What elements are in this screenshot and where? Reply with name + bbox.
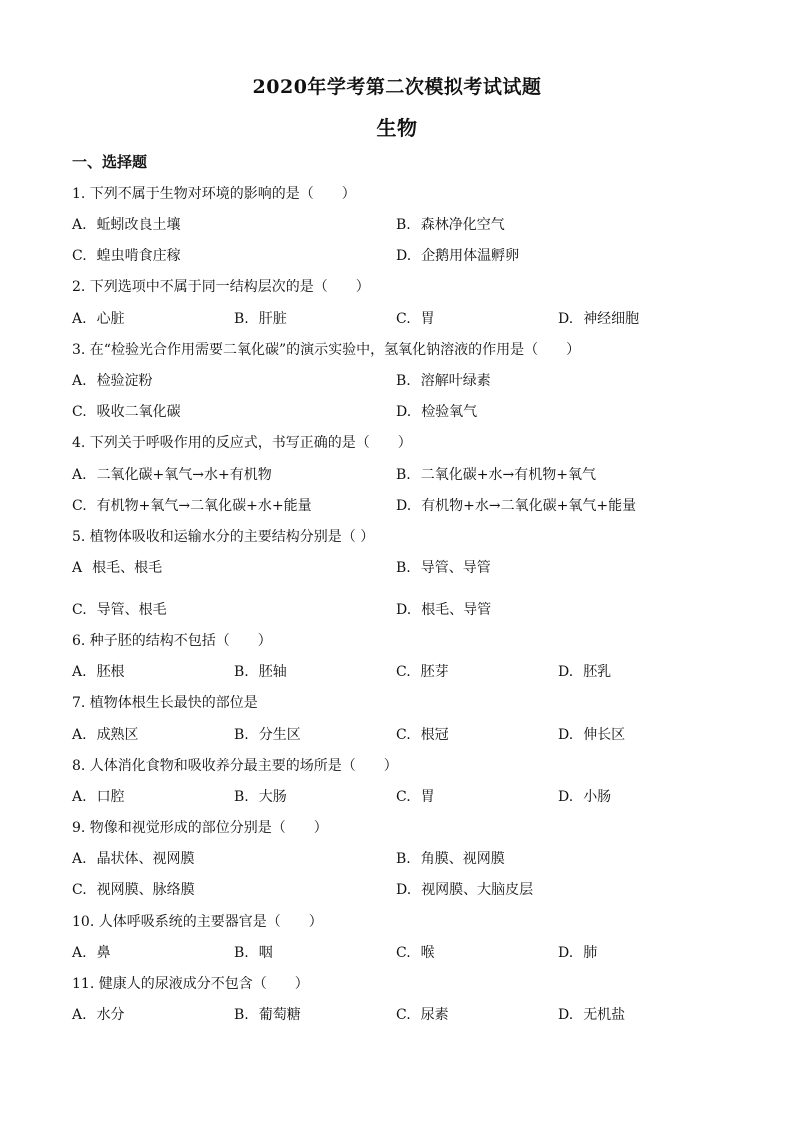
question-1-option-a[interactable]: A. 蚯蚓改良土壤 bbox=[72, 217, 181, 233]
question-8-option-c[interactable]: C. 胃 bbox=[396, 789, 435, 805]
question-4-option-b[interactable]: B. 二氧化碳+水→有机物+氧气 bbox=[396, 467, 596, 483]
question-3-option-b[interactable]: B. 溶解叶绿素 bbox=[396, 373, 491, 389]
question-10-option-c[interactable]: C. 喉 bbox=[396, 945, 435, 961]
question-9-option-d[interactable]: D. 视网膜、大脑皮层 bbox=[396, 882, 534, 898]
question-9-stem: 9. 物像和视觉形成的部位分别是（ ） bbox=[72, 820, 328, 836]
question-11-option-c[interactable]: C. 尿素 bbox=[396, 1007, 449, 1023]
question-3-option-c[interactable]: C. 吸收二氧化碳 bbox=[72, 404, 181, 420]
question-11-stem: 11. 健康人的尿液成分不包含（ ） bbox=[72, 976, 309, 992]
question-7-option-b[interactable]: B. 分生区 bbox=[234, 727, 301, 743]
question-4-option-d[interactable]: D. 有机物+水→二氧化碳+氧气+能量 bbox=[396, 498, 637, 514]
question-1-stem: 1. 下列不属于生物对环境的影响的是（ ） bbox=[72, 186, 356, 202]
question-1-option-c[interactable]: C. 蝗虫啃食庄稼 bbox=[72, 248, 181, 264]
question-9-option-b[interactable]: B. 角膜、视网膜 bbox=[396, 851, 505, 867]
page-title: 2020年学考第二次模拟考试试题 bbox=[252, 76, 542, 98]
question-6-option-b[interactable]: B. 胚轴 bbox=[234, 664, 287, 680]
question-7-option-c[interactable]: C. 根冠 bbox=[396, 727, 449, 743]
question-3-option-d[interactable]: D. 检验氧气 bbox=[396, 404, 478, 420]
question-4-option-a[interactable]: A. 二氧化碳+氧气→水+有机物 bbox=[72, 467, 272, 483]
question-6-option-a[interactable]: A. 胚根 bbox=[72, 664, 125, 680]
question-5-option-b[interactable]: B. 导管、导管 bbox=[396, 560, 491, 576]
question-5-option-c[interactable]: C. 导管、根毛 bbox=[72, 602, 167, 618]
question-7-stem: 7. 植物体根生长最快的部位是 bbox=[72, 695, 258, 711]
question-6-option-c[interactable]: C. 胚芽 bbox=[396, 664, 449, 680]
question-10-option-d[interactable]: D. 肺 bbox=[558, 945, 598, 961]
question-5-option-d[interactable]: D. 根毛、导管 bbox=[396, 602, 492, 618]
question-6-option-d[interactable]: D. 胚乳 bbox=[558, 664, 612, 680]
question-4-option-c[interactable]: C. 有机物+氧气→二氧化碳+水+能量 bbox=[72, 498, 312, 514]
question-6-stem: 6. 种子胚的结构不包括（ ） bbox=[72, 633, 272, 649]
question-3-stem: 3. 在“检验光合作用需要二氧化碳”的演示实验中，氢氧化钠溶液的作用是（ ） bbox=[72, 342, 581, 358]
question-10-option-b[interactable]: B. 咽 bbox=[234, 945, 273, 961]
question-2-option-d[interactable]: D. 神经细胞 bbox=[558, 311, 640, 327]
question-1-option-d[interactable]: D. 企鹅用体温孵卵 bbox=[396, 248, 520, 264]
question-10-option-a[interactable]: A. 鼻 bbox=[72, 945, 111, 961]
question-9-option-a[interactable]: A. 晶状体、视网膜 bbox=[72, 851, 195, 867]
question-3-option-a[interactable]: A. 检验淀粉 bbox=[72, 373, 153, 389]
question-2-option-b[interactable]: B. 肝脏 bbox=[234, 311, 287, 327]
question-1-option-b[interactable]: B. 森林净化空气 bbox=[396, 217, 505, 233]
question-7-option-d[interactable]: D. 伸长区 bbox=[558, 727, 626, 743]
question-11-option-a[interactable]: A. 水分 bbox=[72, 1007, 125, 1023]
question-11-option-b[interactable]: B. 葡萄糖 bbox=[234, 1007, 301, 1023]
question-2-option-c[interactable]: C. 胃 bbox=[396, 311, 435, 327]
question-5-stem: 5. 植物体吸收和运输水分的主要结构分别是（ ） bbox=[72, 529, 375, 545]
question-8-stem: 8. 人体消化食物和吸收养分最主要的场所是（ ） bbox=[72, 758, 398, 774]
question-7-option-a[interactable]: A. 成熟区 bbox=[72, 727, 139, 743]
question-8-option-b[interactable]: B. 大肠 bbox=[234, 789, 287, 805]
question-5-option-a[interactable]: A 根毛、根毛 bbox=[72, 560, 163, 576]
section-heading: 一、选择题 bbox=[72, 153, 148, 171]
question-11-option-d[interactable]: D. 无机盐 bbox=[558, 1007, 626, 1023]
question-2-option-a[interactable]: A. 心脏 bbox=[72, 311, 125, 327]
question-2-stem: 2. 下列选项中不属于同一结构层次的是（ ） bbox=[72, 279, 370, 295]
question-4-stem: 4. 下列关于呼吸作用的反应式，书写正确的是（ ） bbox=[72, 435, 412, 451]
question-8-option-d[interactable]: D. 小肠 bbox=[558, 789, 612, 805]
question-9-option-c[interactable]: C. 视网膜、脉络膜 bbox=[72, 882, 195, 898]
question-10-stem: 10. 人体呼吸系统的主要器官是（ ） bbox=[72, 914, 323, 930]
question-8-option-a[interactable]: A. 口腔 bbox=[72, 789, 125, 805]
subject-title: 生物 bbox=[376, 116, 418, 140]
